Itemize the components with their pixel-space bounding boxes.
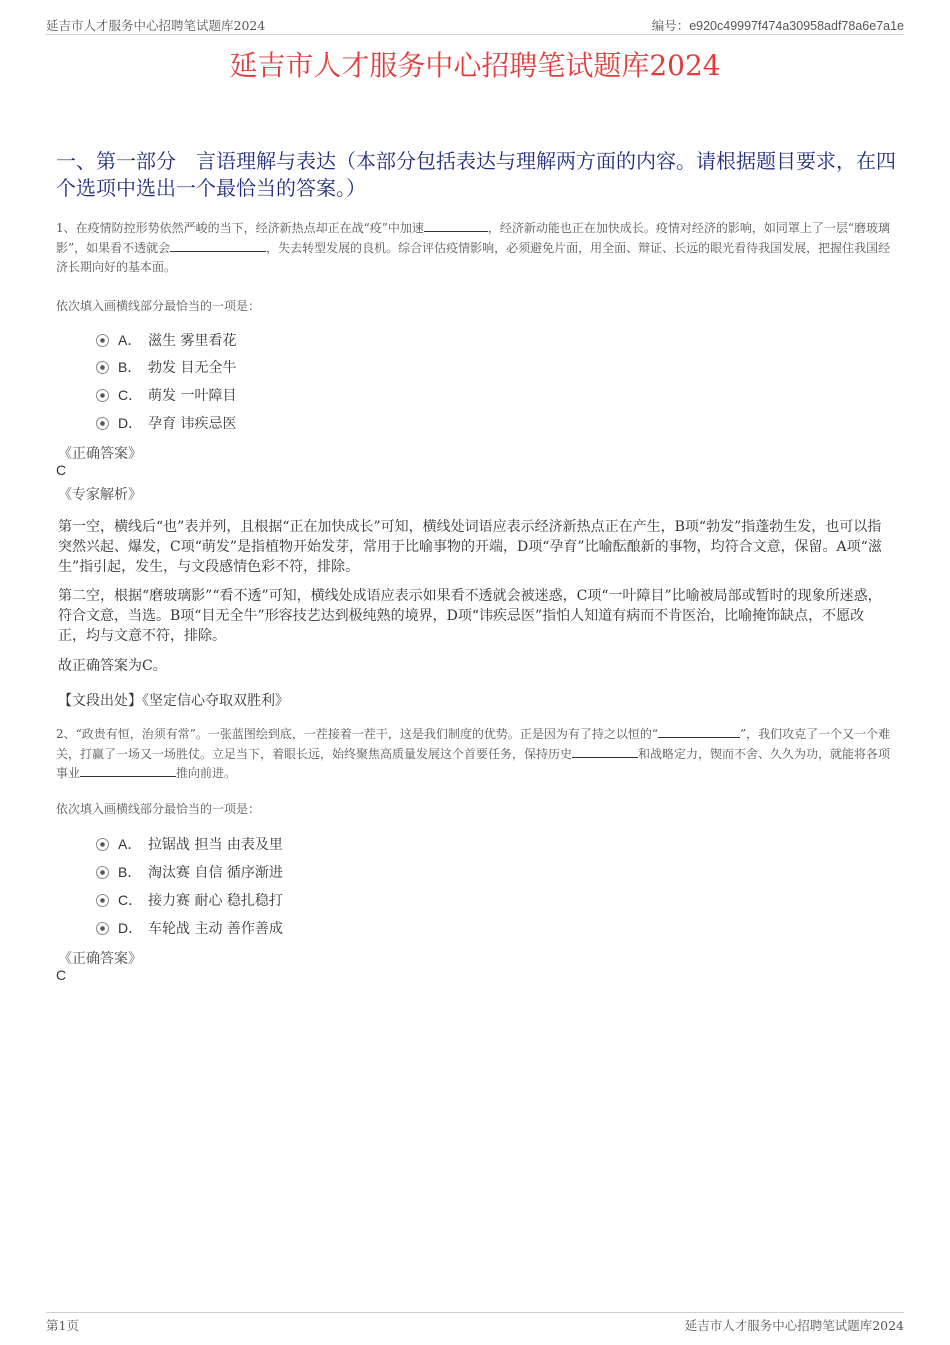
q1-analysis-label: 《专家解析》 bbox=[58, 487, 142, 503]
option-key: D． bbox=[118, 415, 143, 431]
option-text: 拉锯战 担当 由表及里 bbox=[148, 837, 283, 853]
option-text: 勃发 目无全牛 bbox=[148, 360, 237, 376]
option-key: B． bbox=[118, 359, 142, 375]
q2-text-part3: 和战略定力，锲而不舍、久久为功，就能将各项事业 bbox=[56, 746, 891, 780]
q2-text-part2: ”，我们攻克了一个又一个难关，打赢了一场又一场胜仗。立足当下，着眼长远，始终聚焦高质量发展这个首要任务，保持历史 bbox=[56, 727, 891, 761]
q2-text-part4: 推向前进。 bbox=[176, 766, 237, 780]
q1-text-part3: ，失去转型发展的良机。综合评估疫情影响，必须避免片面，用全面、辩证、长远的眼光看待我国发展，把握住我国经济长期向好的基本面。 bbox=[56, 240, 891, 274]
header-doc-id: 编号：e920c49997f474a30958adf78a6e7a1e bbox=[651, 19, 904, 33]
q1-text-part1: 1、在疫情防控形势依然严峻的当下，经济新热点却正在战“疫”中加速 bbox=[56, 221, 424, 235]
option-text: 萌发 一叶障目 bbox=[148, 388, 237, 404]
q1-option-a[interactable] bbox=[96, 330, 236, 350]
radio-icon[interactable] bbox=[96, 389, 109, 402]
q1-blank-2 bbox=[170, 239, 266, 252]
section-heading: 一、第一部分 言语理解与表达（本部分包括表达与理解两方面的内容。请根据题目要求，在四个选项中选出一个最恰当的答案。） bbox=[56, 149, 896, 200]
q2-blank-2 bbox=[572, 745, 638, 758]
q1-text-part2: ，经济新动能也正在加快成长。疫情对经济的影响，如同罩上了一层“磨玻璃影”，如果看不透就会 bbox=[56, 221, 891, 255]
q2-blank-3 bbox=[80, 764, 176, 777]
radio-icon[interactable] bbox=[96, 417, 109, 430]
q1-option-c[interactable] bbox=[96, 385, 236, 405]
q1-option-b[interactable] bbox=[96, 357, 236, 377]
page-number: 第1页 bbox=[46, 1318, 79, 1333]
question-1-stem bbox=[56, 219, 896, 278]
q2-option-b[interactable] bbox=[96, 862, 283, 882]
radio-icon[interactable] bbox=[96, 334, 109, 347]
q1-conclusion: 故正确答案为C。 bbox=[58, 658, 167, 674]
q1-source: 【文段出处】《坚定信心夺取双胜利》 bbox=[58, 693, 289, 709]
radio-icon[interactable] bbox=[96, 894, 109, 907]
option-text: 车轮战 主动 善作善成 bbox=[148, 921, 283, 937]
question-2-stem bbox=[56, 725, 896, 784]
option-text: 接力赛 耐心 稳扎稳打 bbox=[148, 893, 283, 909]
q2-prompt: 依次填入画横线部分最恰当的一项是： bbox=[56, 802, 261, 816]
radio-icon[interactable] bbox=[96, 866, 109, 879]
option-key: C． bbox=[118, 387, 143, 403]
page-header bbox=[46, 14, 904, 35]
q1-option-d[interactable] bbox=[96, 413, 236, 433]
radio-icon[interactable] bbox=[96, 838, 109, 851]
radio-icon[interactable] bbox=[96, 361, 109, 374]
q1-analysis-paragraph-1: 第一空，横线后“也”表并列，且根据“正在加快成长”可知，横线处词语应表示经济新热点正在产生，B项“勃发”指蓬勃生发，也可以指突然兴起、爆发，C项“萌发”是指植物开始发芽，常用于比喻事物的开端，D项“孕育”比喻酝酿新的事物，均符合文意，保留。A项“滋生”指引起，发生，与文段感情色彩不符，排除。 bbox=[58, 519, 882, 575]
q1-answer: C bbox=[56, 462, 67, 478]
header-left-text: 延吉市人才服务中心招聘笔试题库2024 bbox=[46, 18, 266, 33]
option-key: A． bbox=[118, 332, 142, 348]
q2-option-a[interactable] bbox=[96, 834, 283, 854]
q1-blank-1 bbox=[424, 219, 488, 232]
option-key: A． bbox=[118, 836, 142, 852]
q2-answer-label: 《正确答案》 bbox=[58, 951, 142, 967]
q1-analysis-paragraph-2: 第二空，根据“磨玻璃影”“看不透”可知，横线处成语应表示如果看不透就会被迷惑，C项“一叶障目”比喻被局部或暂时的现象所迷惑，符合文意，当选。B项“目无全牛”形容技艺达到极纯熟的境界，D项“讳疾忌医”指怕人知道有病而不肯医治，比喻掩饰缺点，不愿改正，均与文意不符，排除。 bbox=[58, 588, 882, 644]
page-footer bbox=[46, 1312, 904, 1335]
q1-prompt: 依次填入画横线部分最恰当的一项是： bbox=[56, 299, 261, 313]
option-key: B． bbox=[118, 864, 142, 880]
option-key: D． bbox=[118, 920, 143, 936]
q1-answer-label: 《正确答案》 bbox=[58, 446, 142, 462]
option-text: 淘汰赛 自信 循序渐进 bbox=[148, 865, 283, 881]
option-text: 孕育 讳疾忌医 bbox=[148, 416, 237, 432]
q2-option-d[interactable] bbox=[96, 918, 283, 938]
radio-icon[interactable] bbox=[96, 922, 109, 935]
footer-title: 延吉市人才服务中心招聘笔试题库2024 bbox=[684, 1318, 904, 1333]
q2-answer: C bbox=[56, 967, 67, 983]
document-title: 延吉市人才服务中心招聘笔试题库2024 bbox=[229, 49, 721, 82]
q2-option-c[interactable] bbox=[96, 890, 283, 910]
option-text: 滋生 雾里看花 bbox=[148, 333, 237, 349]
option-key: C． bbox=[118, 892, 143, 908]
q2-blank-1 bbox=[658, 725, 740, 738]
q2-text-part1: 2、“政贵有恒，治须有常”。一张蓝图绘到底，一茬接着一茬干，这是我们制度的优势。正是因为有了持之以恒的“ bbox=[56, 727, 659, 741]
